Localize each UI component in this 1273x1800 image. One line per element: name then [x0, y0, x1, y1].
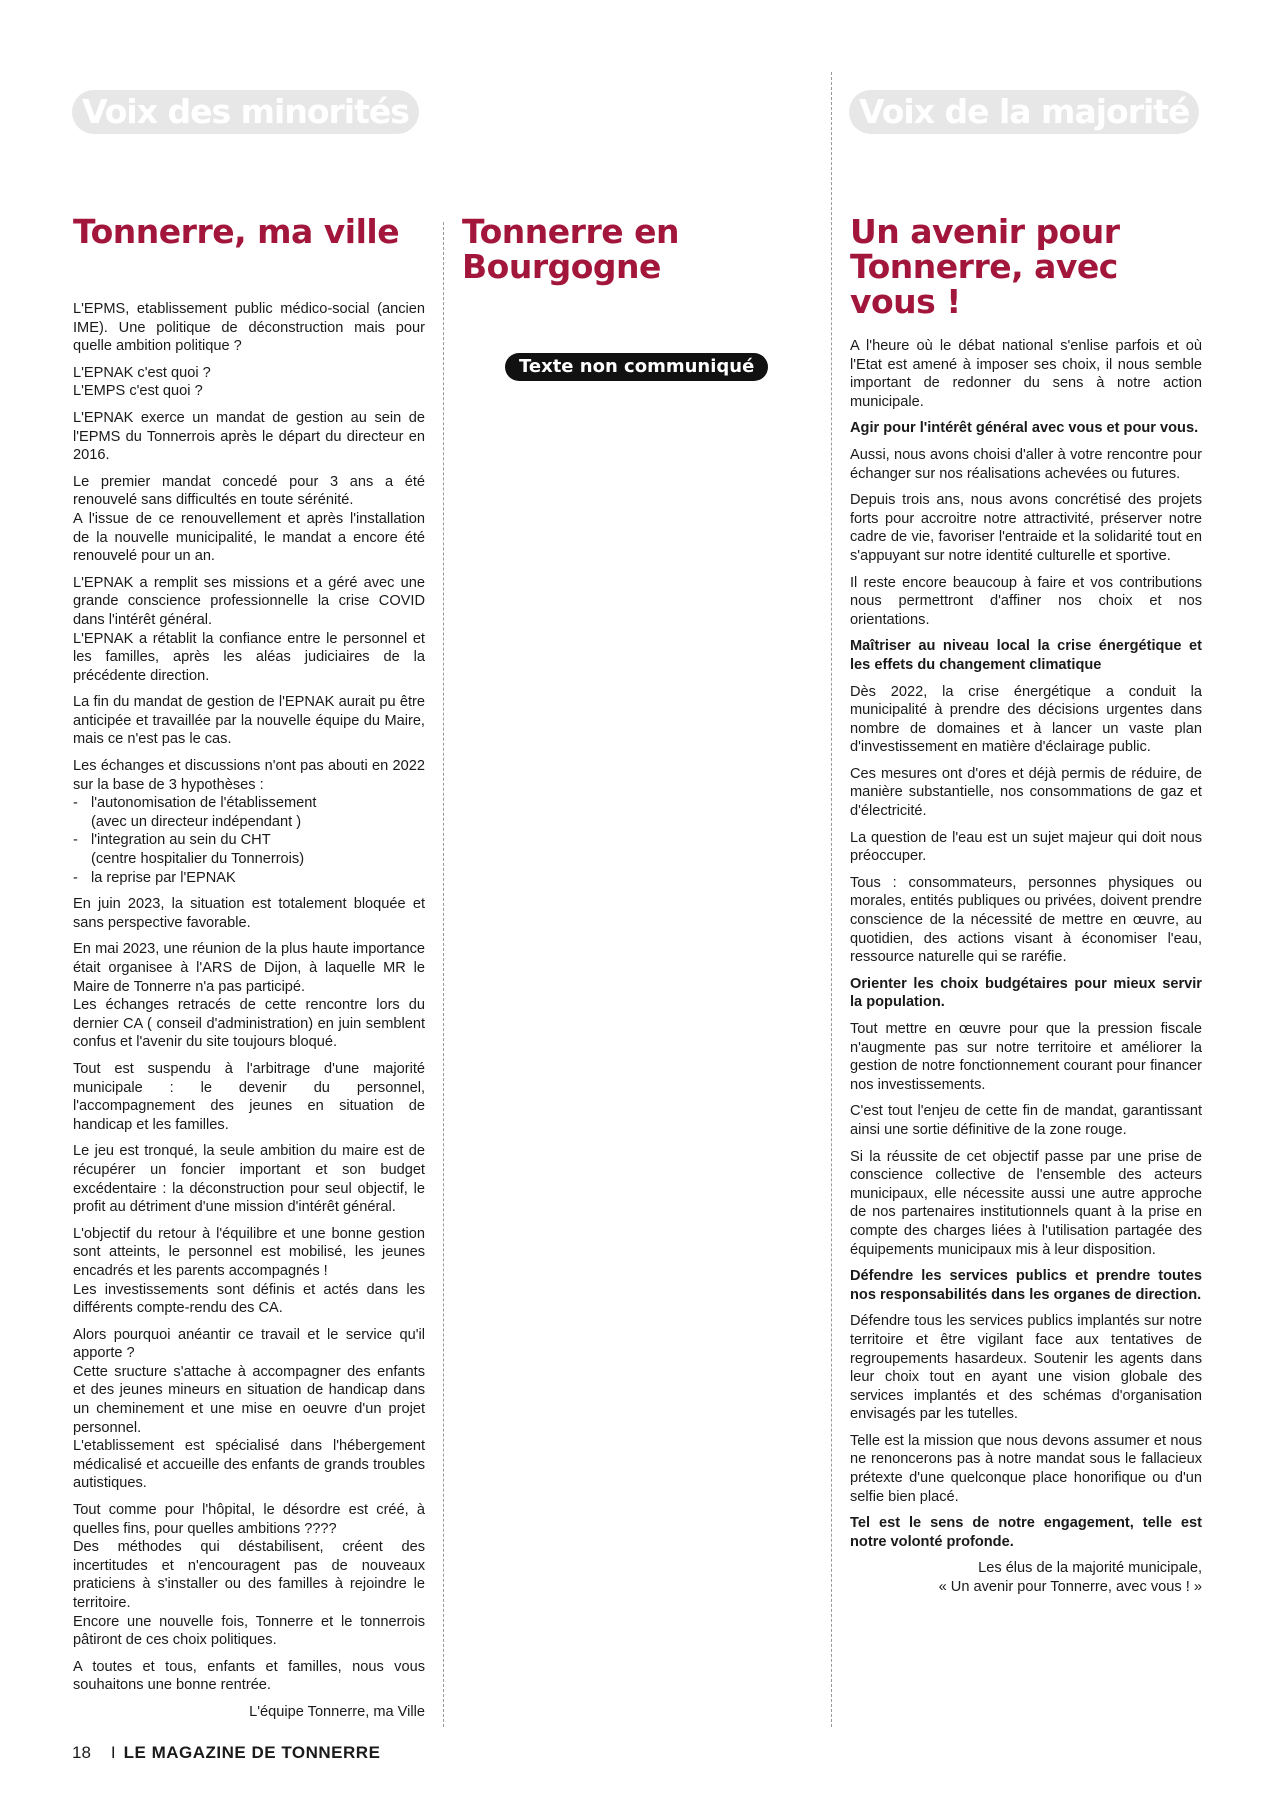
section-heading: Tel est le sens de notre engagement, telle est notre volonté profonde.: [850, 1515, 1202, 1550]
section-heading: Agir pour l'intérêt général avec vous et pour vous.: [850, 420, 1199, 437]
paragraph: Tout comme pour l'hôpital, le désordre est créé, à quelles fins, pour quelles ambitions ????: [73, 1502, 425, 1537]
column-tonnerre-en-bourgogne: [462, 214, 792, 284]
section-heading: Défendre les services publics et prendre toutes nos responsabilités dans les organes de direction.: [850, 1268, 1202, 1303]
signature: L'équipe Tonnerre, ma Ville: [249, 1703, 425, 1720]
footer-separator: I: [110, 1743, 116, 1762]
paragraph: Cette sructure s'attache à accompagner des enfants et des jeunes mineurs en situation de handicap dans un cheminement et une mise en oeuvre d'un projet personnel.: [73, 1363, 425, 1436]
section-heading: Orienter les choix budgétaires pour mieux servir la population.: [850, 975, 1202, 1011]
majority-section-label: Voix de la majorité: [849, 90, 1199, 134]
paragraph: Les échanges retracés de cette rencontre lors du dernier CA ( conseil d'administration) en juin semblent confus et l'avenir du site toujours bloqué.: [73, 997, 425, 1051]
page-footer: [72, 1743, 380, 1763]
paragraph: Depuis trois ans, nous avons concrétisé des projets forts pour accroitre notre attractivité, préserver notre cadre de vie, favoriser l'entraide et la solidarité tout en s'appuyant sur notre identité culturelle et sportive.: [850, 492, 1202, 564]
paragraph: A l'issue de ce renouvellement et après l'installation de la nouvelle municipalité, le mandat a encore été renouvelé pour un an.: [73, 510, 425, 565]
list-item: - l'integration au sein du CHT (centre hospitalier du Tonnerrois): [73, 831, 425, 868]
paragraph: La question de l'eau est un sujet majeur qui doit nous préoccuper.: [850, 829, 1202, 865]
article-title: Tonnerre, ma ville: [73, 212, 400, 251]
paragraph: L'EPMS, etablissement public médico-social (ancien IME). Une politique de déconstruction mais pour quelle ambition politique ?: [73, 301, 425, 355]
paragraph: L'EMPS c'est quoi ?: [73, 383, 203, 400]
paragraph: Encore une nouvelle fois, Tonnerre et le tonnerrois pâtiront de ces choix politiques.: [73, 1613, 425, 1649]
paragraph: Défendre tous les services publics implantés sur notre territoire et être vigilant face aux tentatives de regroupements hasardeux. Soutenir les agents dans leur choix tout en ayant une vision globale des services implantés et des schémas d'organisation envisagés par les tutelles.: [850, 1313, 1202, 1423]
paragraph: L'objectif du retour à l'équilibre et une bonne gestion sont atteints, le personnel est mobilisé, les jeunes encadrés et les parents accompagnés !: [73, 1225, 425, 1279]
paragraph: C'est tout l'enjeu de cette fin de mandat, garantissant ainsi une sortie définitive de la zone rouge.: [850, 1103, 1202, 1138]
paragraph: Tout mettre en œuvre pour que la pression fiscale n'augmente pas sur notre territoire et améliorer la gestion de notre fonctionnement courant pour financer nos investissements.: [850, 1021, 1202, 1093]
paragraph: Tous : consommateurs, personnes physiques ou morales, entités publiques ou privées, doivent prendre conscience de la nécessité de mettre en œuvre, au quotidien, des actions visant à économiser l'eau, ressource naturelle qui se raréfie.: [850, 874, 1202, 966]
paragraph: Les échanges et discussions n'ont pas abouti en 2022 sur la base de 3 hypothèses :: [73, 758, 425, 793]
paragraph: Le jeu est tronqué, la seule ambition du maire est de récupérer un foncier important et son budget excédentaire : la déconstruction pour seul objectif, le profit au détriment d'une mission d'intérêt général.: [73, 1143, 425, 1216]
paragraph: En juin 2023, la situation est totalement bloquée et sans perspective favorable.: [73, 896, 425, 931]
article-title: Tonnerre en Bourgogne: [462, 212, 679, 286]
paragraph: L'etablissement est spécialisé dans l'hébergement médicalisé et accueille des enfants de grands troubles autistiques.: [73, 1438, 425, 1492]
paragraph: Dès 2022, la crise énergétique a conduit la municipalité à prendre des décisions urgentes dans nombre de domaines et à lancer un vaste plan d'investissement en matière d'éclairage public.: [850, 683, 1202, 756]
section-heading: Maîtriser au niveau local la crise énergétique et les effets du changement climatique: [850, 638, 1202, 673]
column-un-avenir-pour-tonnerre: [850, 214, 1202, 1605]
paragraph: En mai 2023, une réunion de la plus haute importance était organisee à l'ARS de Dijon, à laquelle MR le Maire de Tonnerre n'a pas participé.: [73, 941, 425, 995]
paragraph: Aussi, nous avons choisi d'aller à votre rencontre pour échanger sur nos réalisations achevées ou futures.: [850, 446, 1202, 482]
minorities-section-label: Voix des minorités: [72, 90, 419, 134]
paragraph: A l'heure où le débat national s'enlise parfois et où l'Etat est amené à imposer ses choix, il nous semble important de redonner du sens à notre action municipale.: [850, 338, 1202, 410]
article-body: [73, 300, 425, 1722]
column-tonnerre-ma-ville: [73, 214, 425, 1730]
paragraph: L'EPNAK c'est quoi ?: [73, 364, 211, 381]
paragraph: Les investissements sont définis et actés dans les différents compte-rendu des CA.: [73, 1281, 425, 1317]
paragraph: La fin du mandat de gestion de l'EPNAK aurait pu être anticipée et travaillée par la nouvelle équipe du Maire, mais ce n'est pas le cas.: [73, 694, 425, 748]
paragraph: Il reste encore beaucoup à faire et vos contributions nous permettront d'affiner nos choix et nos orientations.: [850, 574, 1202, 628]
paragraph: Si la réussite de cet objectif passe par une prise de conscience collective de l'ensemble des acteurs municipaux, elle nécessite aussi une autre approche de nos partenaires institutionnels quant à la prise en compte des charges liées à l'utilisation partagée des équipements municipaux mis à leur disposition.: [850, 1148, 1202, 1258]
not-communicated-badge: Texte non communiqué: [505, 353, 768, 381]
paragraph: Le premier mandat concedé pour 3 ans a été renouvelé sans difficultés en toute sérénité.: [73, 473, 425, 509]
paragraph: L'EPNAK exerce un mandat de gestion au sein de l'EPMS du Tonnerrois après le départ du directeur en 2016.: [73, 409, 425, 464]
paragraph: L'EPNAK a remplit ses missions et a géré avec une grande conscience professionnelle la crise COVID dans l'intérêt général.: [73, 574, 425, 628]
list-item: - l'autonomisation de l'établissement (avec un directeur indépendant ): [73, 794, 425, 831]
column-divider-left: [443, 222, 444, 1727]
magazine-name: LE MAGAZINE DE TONNERRE: [123, 1743, 381, 1762]
paragraph: Tout est suspendu à l'arbitrage d'une majorité municipale : le devenir du personnel, l'accompagnement des jeunes en situation de handicap et les familles.: [73, 1060, 425, 1133]
article-title: Un avenir pour Tonnerre, avec vous !: [850, 212, 1120, 321]
column-divider-right: [831, 72, 832, 1727]
paragraph: L'EPNAK a rétablit la confiance entre le personnel et les familles, après les aléas judiciaires de la précédente direction.: [73, 630, 425, 684]
signature: Les élus de la majorité municipale, « Un avenir pour Tonnerre, avec vous ! »: [938, 1560, 1202, 1596]
paragraph: A toutes et tous, enfants et familles, nous vous souhaitons une bonne rentrée.: [73, 1658, 425, 1694]
paragraph: Telle est la mission que nous devons assumer et nous ne renoncerons pas à notre mandat sous le fallacieux prétexte d'une quelconque place honorifique ou d'un selfie bien placé.: [850, 1432, 1202, 1505]
hypotheses-list: [73, 794, 425, 887]
list-item: - la reprise par l'EPNAK: [73, 869, 425, 888]
paragraph: Des méthodes qui déstabilisent, créent des incertitudes et n'encouragent pas de nouveaux praticiens à s'installer ou des familles à rejoindre le territoire.: [73, 1539, 425, 1611]
article-body: [850, 337, 1202, 1597]
page-number: 18: [72, 1743, 91, 1762]
paragraph: Ces mesures ont d'ores et déjà permis de réduire, de manière substantielle, nos consommations de gaz et d'électricité.: [850, 765, 1202, 820]
paragraph: Alors pourquoi anéantir ce travail et le service qu'il apporte ?: [73, 1326, 425, 1362]
